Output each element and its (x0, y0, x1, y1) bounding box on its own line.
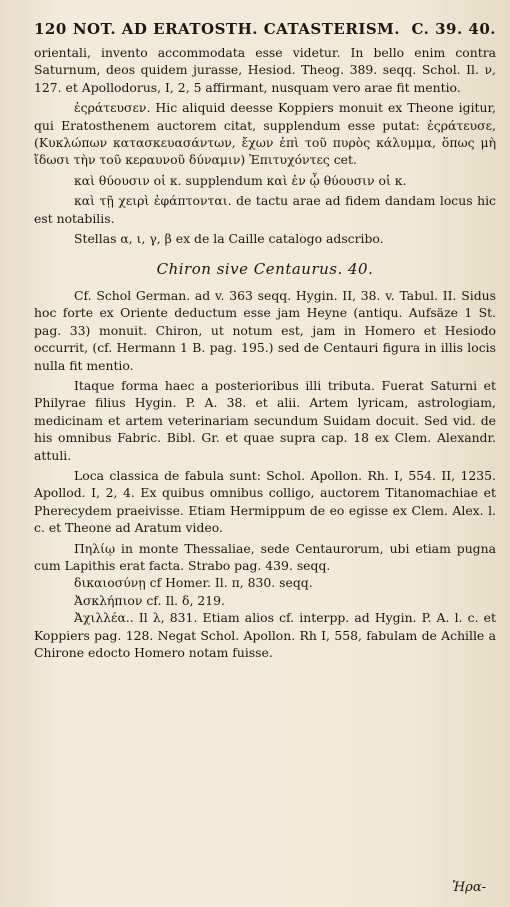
paragraph-continuation: orientali, invento accommodata esse videtur. In bello enim contra Saturnum, deos quidem jurasse, Hesiod. Theog. 389. seqq. Schol. Il. ν, 127. et Apollodorus, I, 2, 5 affirmant, nusquam vero arae fit mentio. (34, 45, 496, 95)
page-body (34, 44, 496, 661)
section-title: Chiron sive Centaurus. 40. (156, 260, 374, 279)
page-number: 120 (34, 20, 67, 38)
chapter-reference: C. 39. 40. (411, 20, 496, 38)
catchword: Ἡρα- (452, 880, 486, 895)
running-title: NOT. AD ERATOSTH. CATASTERISM. (72, 20, 400, 38)
note-thuousin: καὶ θύουσιν οἱ κ. supplendum καὶ ἐν ᾧ θύουσιν οἱ κ. (74, 172, 407, 188)
note-stellas: Stellas α, ι, γ, β ex de la Caille catalogo adscribo. (74, 231, 384, 247)
paragraph-loca-classica: Loca classica de fabula sunt: Schol. Apollon. Rh. I, 554. II, 1235. Apollod. I, 2, 4. Ex quibus omnibus colligo, auctorem Titanomachiae et Pherecydem praeivisse. Etiam Hermippum de eo egisse ex Clem. Alex. l. c. et Theone ad Aratum video. (34, 467, 496, 536)
note-pelio: Πηλίῳ in monte Thessaliae, sede Centaurorum, ubi etiam pugna cum Lapithis erat facta. Strabo pag. 439. seqq. (34, 540, 496, 573)
note-dikaiosyne: δικαιοσύνῃ cf Homer. Il. π, 830. seqq. (74, 575, 313, 591)
note-asklepion: Ἀσκλήπιον cf. Il. δ, 219. (74, 592, 225, 608)
note-cheiri: καὶ τῇ χειρὶ ἐφάπτονται. de tactu arae ad fidem dandam locus hic est notabilis. (34, 193, 496, 226)
running-header (34, 20, 496, 38)
note-achillea: Ἀχιλλέα.. Il λ, 831. Etiam alios cf. interpp. ad Hygin. P. A. l. c. et Koppiers pag. 128. Negat Schol. Apollon. Rh I, 558, fabulam de Achille a Chirone edocto Homero notam fuisse. (34, 610, 496, 660)
paragraph-schol-german: Cf. Schol German. ad v. 363 seqq. Hygin. II, 38. v. Tabul. II. Sidus hoc forte ex Oriente deductum esse jam Heyne (antiqu. Aufsäze 1 St. pag. 33) monuit. Chiron, ut notum est, jam in Homero et Hesiodo occurrit, (cf. Hermann 1 B. pag. 195.) sed de Centauri figura in illis locis nulla fit mentio. (34, 287, 496, 373)
note-estrateusen: ἐςράτευσεν. Hic aliquid deesse Koppiers monuit ex Theone igitur, qui Eratosthenem auctorem citat, supplendum esse putat: ἐςράτευσε, (Κυκλώπων κατασκευασάντων, ἔχων ἐπὶ τοῦ πυρὸς κάλυμμα, ὅπως μὴ ἴδωσι τὴν τοῦ κεραυνοῦ δύναμιν) Ἐπιτυχόντες cet. (34, 100, 496, 168)
paragraph-itaque: Itaque forma haec a posterioribus illi tributa. Fuerat Saturni et Philyrae filius Hygin. P. A. 38. et alii. Artem lyricam, astrologiam, medicinam et artem veterinariam secundum Suidam docuit. Sed vid. de his omnibus Fabric. Bibl. Gr. et quae supra cap. 18 ex Clem. Alexandr. attuli. (34, 377, 496, 463)
